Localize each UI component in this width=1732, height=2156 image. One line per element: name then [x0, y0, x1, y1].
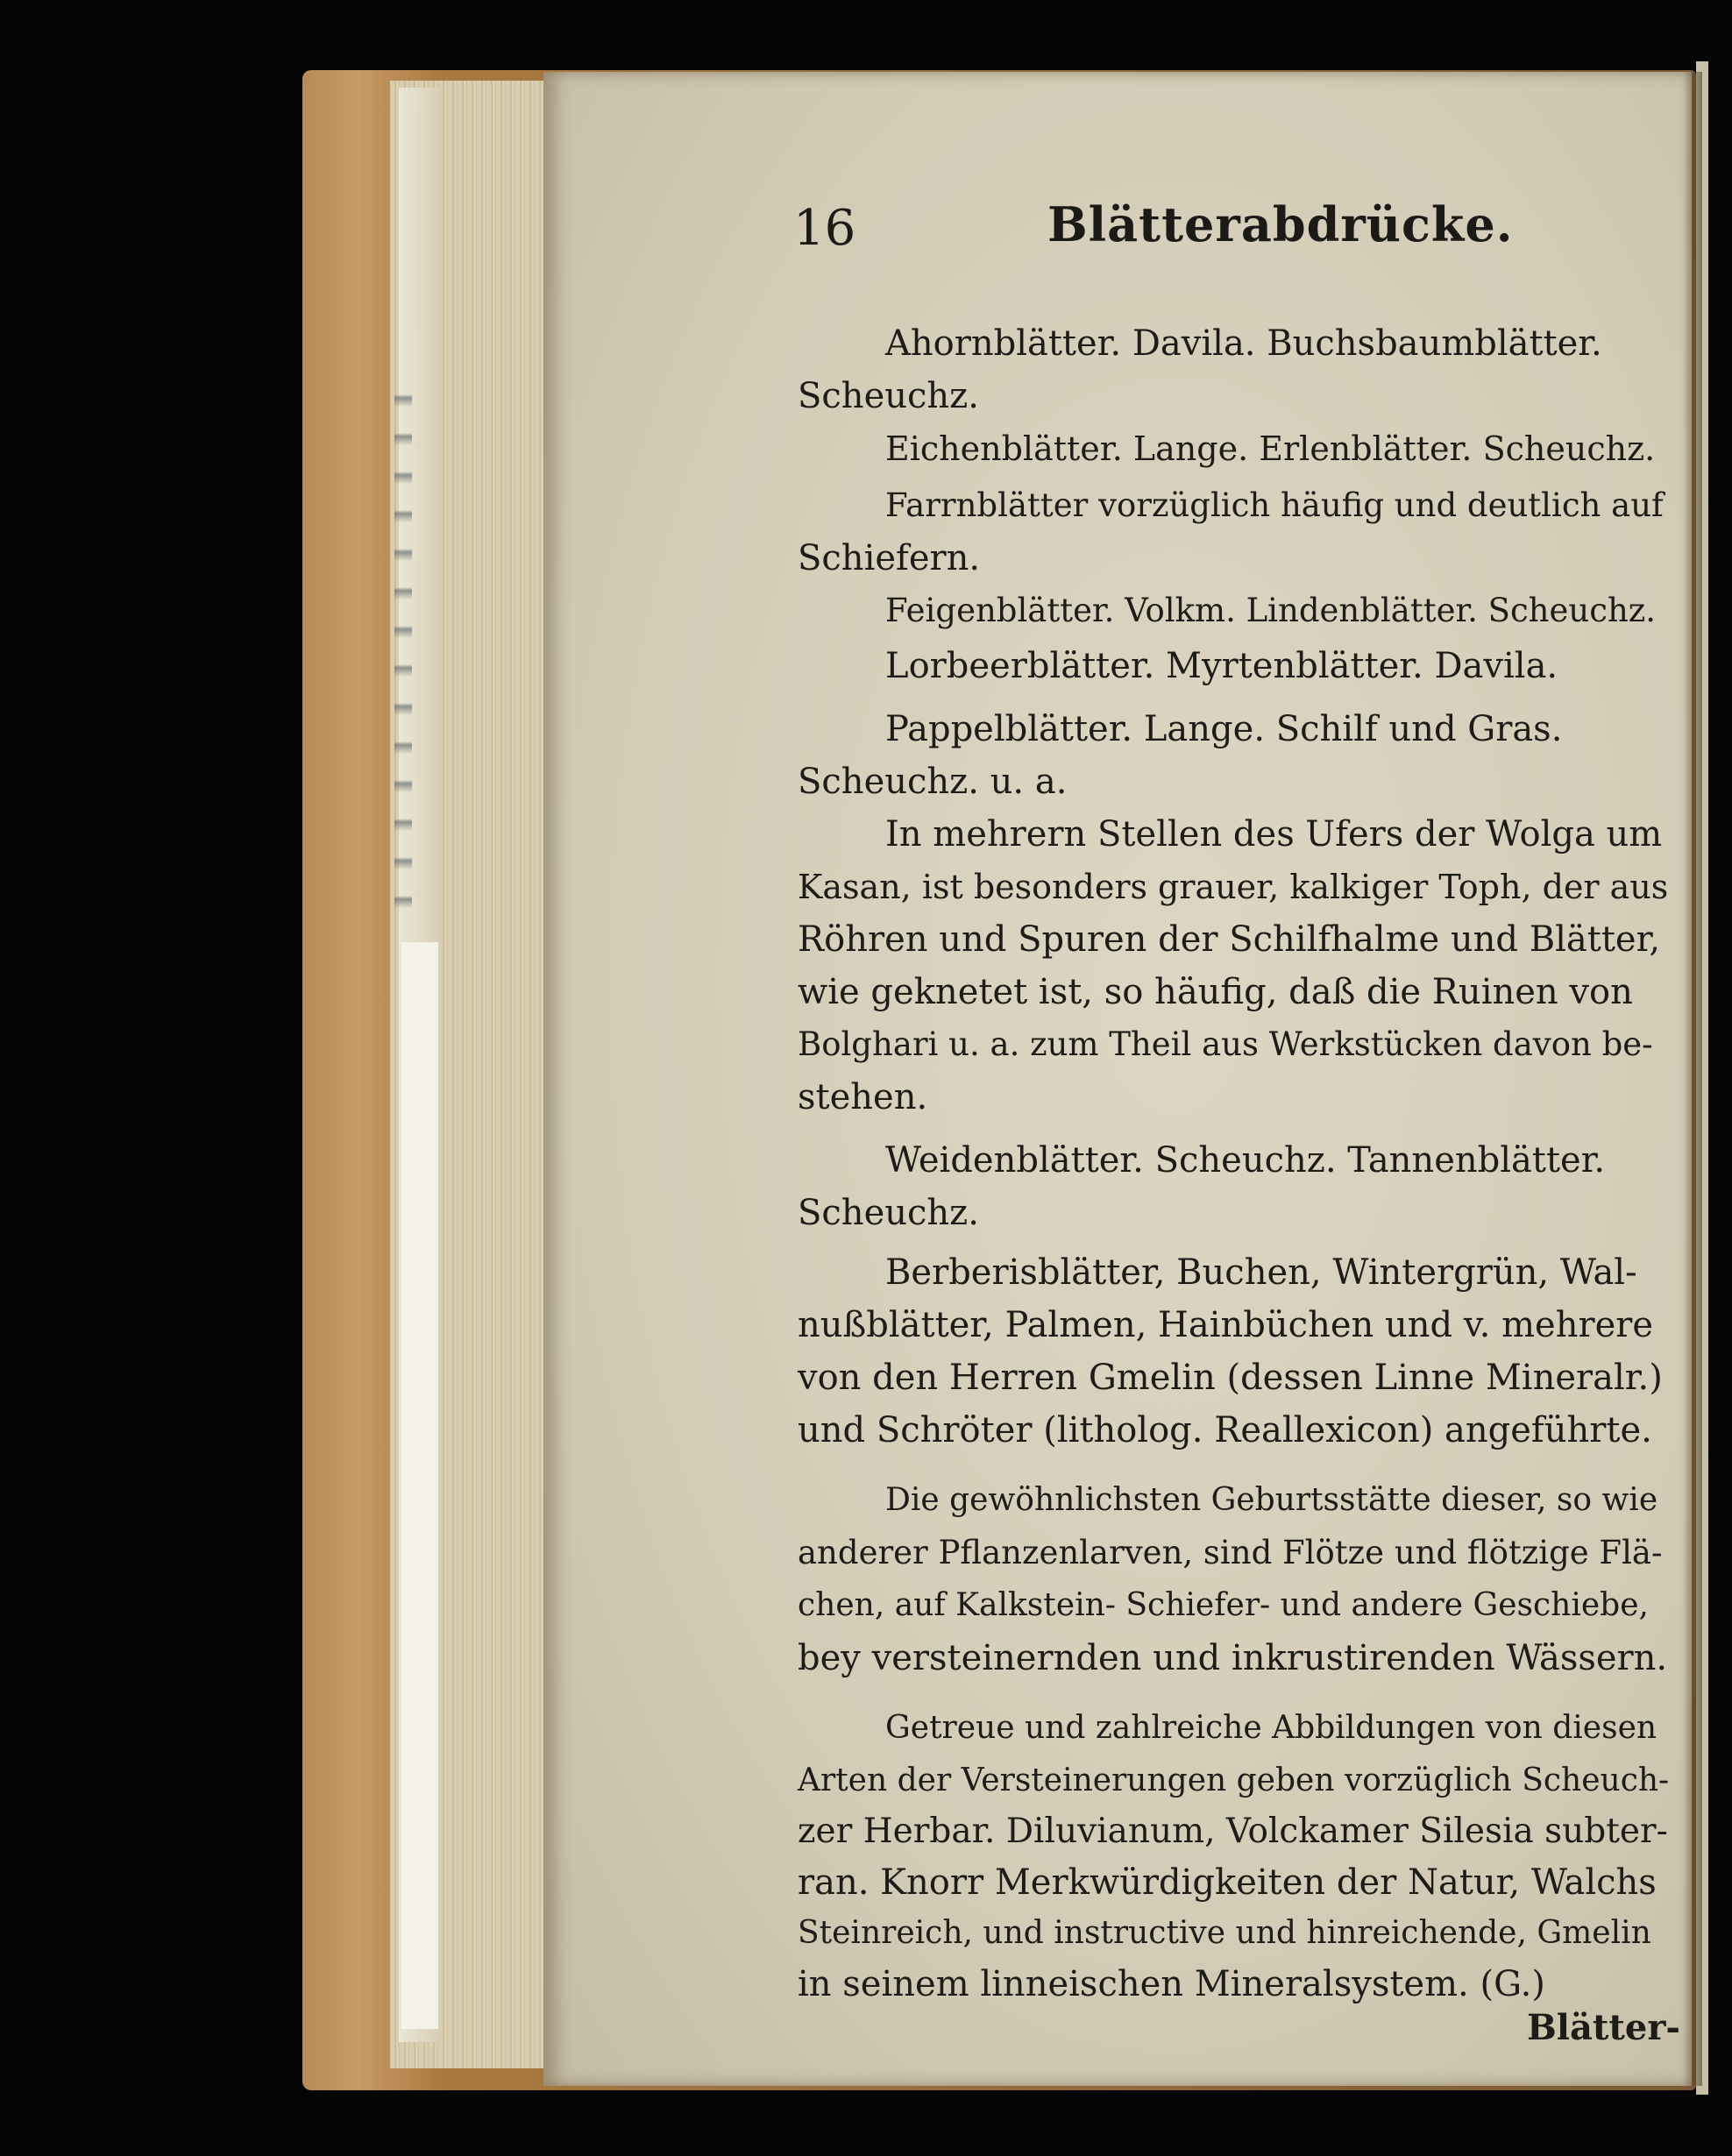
- text-line: und Schröter (litholog. Reallexicon) angeführte.: [798, 1410, 1652, 1450]
- flyleaf-stains: [394, 368, 412, 911]
- page-number: 16: [793, 200, 856, 257]
- running-head: Blätterabdrücke.: [1047, 196, 1514, 252]
- text-line: Bolghari u. a. zum Theil aus Werkstücken davon be-: [798, 1025, 1653, 1063]
- text-line: Weidenblätter. Scheuchz. Tannenblätter.: [885, 1140, 1606, 1181]
- text-line: Ahornblätter. Davila. Buchsbaumblätter.: [885, 323, 1602, 364]
- text-line: Röhren und Spuren der Schilfhalme und Blätter,: [798, 919, 1661, 960]
- text-line: Steinreich, und instructive und hinreichende, Gmelin: [798, 1915, 1651, 1951]
- text-line: Getreue und zahlreiche Abbildungen von diesen: [885, 1710, 1657, 1746]
- text-line: Schiefern.: [798, 538, 981, 578]
- text-line: bey versteinernden und inkrustirenden Wässern.: [798, 1638, 1668, 1678]
- text-line: Lorbeerblätter. Myrtenblätter. Davila.: [885, 646, 1558, 686]
- text-line: chen, auf Kalkstein- Schiefer- und andere Geschiebe,: [798, 1587, 1649, 1623]
- text-line: Eichenblätter. Lange. Erlenblätter. Scheuchz.: [885, 429, 1656, 468]
- text-line: wie geknetet ist, so häufig, daß die Ruinen von: [798, 972, 1633, 1012]
- text-line: anderer Pflanzenlarven, sind Flötze und flötzige Flä-: [798, 1534, 1663, 1571]
- text-line: ran. Knorr Merkwürdigkeiten der Natur, Walchs: [798, 1862, 1657, 1903]
- text-line: Arten der Versteinerungen geben vorzüglich Scheuch-: [798, 1762, 1670, 1798]
- text-line: in seinem linneischen Mineralsystem. (G.): [798, 1964, 1545, 2004]
- text-line: In mehrern Stellen des Ufers der Wolga um: [885, 814, 1663, 855]
- catchword: Blätter-: [1527, 2007, 1680, 2048]
- text-line: Die gewöhnlichsten Geburtsstätte dieser, so wie: [885, 1482, 1658, 1518]
- text-line: nußblätter, Palmen, Hainbüchen und v. mehrere: [798, 1305, 1654, 1345]
- text-line: stehen.: [798, 1077, 928, 1117]
- text-line: Scheuchz. u. a.: [798, 762, 1068, 802]
- text-line: von den Herren Gmelin (dessen Linne Mineralr.): [798, 1358, 1663, 1398]
- text-line: Scheuchz.: [798, 1193, 979, 1233]
- flyleaf-inner-sheet: [401, 942, 438, 2029]
- text-line: Scheuchz.: [798, 376, 979, 416]
- text-line: Kasan, ist besonders grauer, kalkiger Toph, der aus: [798, 868, 1669, 906]
- text-line: Feigenblätter. Volkm. Lindenblätter. Scheuchz.: [885, 592, 1657, 629]
- text-line: zer Herbar. Diluvianum, Volckamer Silesia subter-: [798, 1812, 1668, 1851]
- gutter-shadow: [1683, 72, 1702, 2086]
- text-line: Pappelblätter. Lange. Schilf und Gras.: [885, 709, 1563, 749]
- text-line: Berberisblätter, Buchen, Wintergrün, Wal-: [885, 1252, 1637, 1293]
- text-line: Farrnblätter vorzüglich häufig und deutlich auf: [885, 486, 1664, 524]
